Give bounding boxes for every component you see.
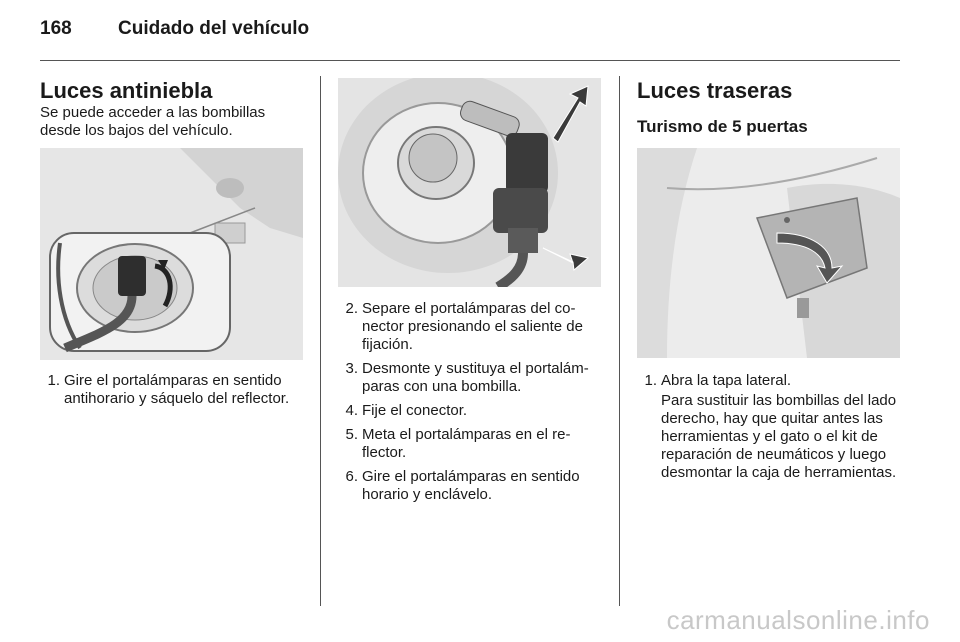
fog-light-drawing — [40, 148, 303, 360]
list-item: 4. Fije el conector. — [345, 402, 468, 419]
watermark: carmanualsonline.info — [666, 605, 930, 635]
page-number: 168 — [40, 18, 72, 39]
list-item: 6. Gire el portalámparas en sentido horario y enclávelo. — [345, 468, 580, 503]
rear-lights-title: Luces traseras — [637, 78, 793, 103]
fog-steps — [40, 372, 306, 414]
column-rear-lights — [637, 78, 903, 138]
fog-light-illustration — [40, 148, 303, 360]
list-item: 5. Meta el portalámparas en el reflector. — [345, 426, 571, 461]
column-fog-lights — [40, 78, 306, 140]
list-item: 1. Abra la tapa lateral. — [644, 372, 792, 389]
list-item: 2. Separe el portalámparas del conector presionando el saliente de fijación. — [345, 300, 583, 353]
fog-lights-title: Luces antiniebla — [40, 78, 213, 103]
fog-lights-intro: Se puede acceder a las bombillas desde los bajos del vehículo. — [40, 104, 266, 139]
rear-steps — [637, 372, 903, 482]
bulb-holder-illustration — [338, 78, 601, 287]
header-rule — [40, 60, 900, 61]
bulb-holder-drawing — [338, 78, 601, 287]
bulb-steps — [338, 300, 604, 510]
column-divider-2 — [619, 76, 620, 606]
rear-lights-note: Para sustituir las bombillas del lado derecho, hay que quitar antes las herramientas y el gato o el kit de reparación de neumáticos y luego desmontar la caja de herramientas. — [661, 392, 897, 481]
rear-lights-subtitle: Turismo de 5 puertas — [637, 117, 808, 136]
column-divider-1 — [320, 76, 321, 606]
section-title: Cuidado del vehículo — [118, 18, 310, 39]
page-header — [40, 18, 309, 40]
list-item: 1. Gire el portalámparas en sentido antihorario y sáquelo del reflector. — [47, 372, 290, 407]
side-panel-drawing — [637, 148, 900, 358]
side-panel-illustration — [637, 148, 900, 358]
list-item: 3. Desmonte y sustituya el portalámparas con una bombilla. — [345, 360, 589, 395]
